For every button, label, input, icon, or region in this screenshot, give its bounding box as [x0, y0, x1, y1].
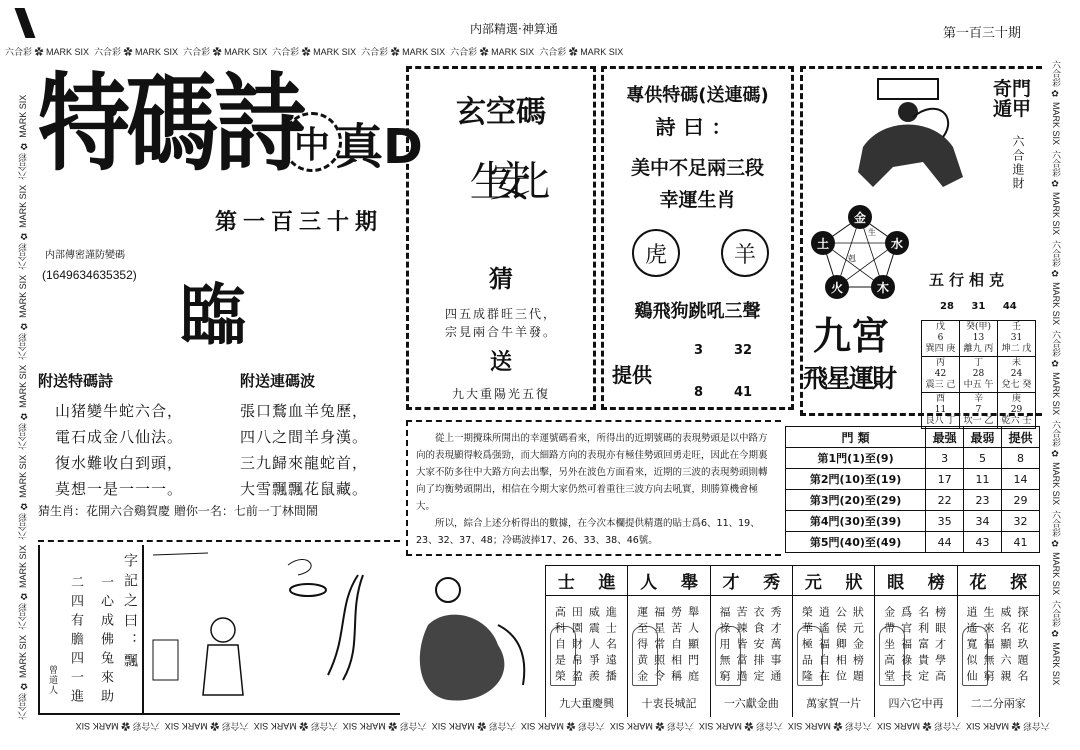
wuxing-diagram	[815, 207, 905, 297]
xuankong-glyph: 生 安 比	[469, 157, 533, 206]
column-footer: 四六它中再	[888, 697, 944, 710]
secret-code: (1649634635352)	[42, 268, 137, 282]
poem1-title: 附送特碼詩	[38, 372, 114, 390]
zodiac-goat: 羊	[721, 229, 769, 277]
cell-number: 7	[975, 405, 982, 415]
door-value: 41	[1002, 532, 1040, 553]
table-row	[786, 532, 1040, 553]
special-title: 專供特碼(送連碼)	[626, 85, 769, 106]
xuankong-send-text: 九大重陽光五復	[451, 387, 550, 401]
header-rule	[15, 8, 36, 38]
title-seal: 中	[282, 112, 342, 172]
grid-cell	[922, 321, 960, 357]
col-header: 門 類	[786, 427, 926, 448]
guess-line: 猜生肖：花開六合鷄賀慶 贈你一名：七前一丁林間鬧	[38, 504, 318, 518]
top-strip: 六合彩 ✿ MARK SIX 六合彩 ✿ MARK SIX 六合彩 ✿ MARK SIX 六合彩 ✿ MARK SIX 六合彩 ✿ MARK SIX 六合彩 ✿ MARK SIX 六合彩 ✿ MARK SIX	[5, 47, 624, 57]
jiugong-title: 九宮	[813, 314, 890, 358]
cell-number: 28	[972, 369, 985, 379]
cell-palace: 巽四 庚	[925, 344, 956, 354]
cell-number: 24	[1010, 369, 1023, 379]
cell-palace: 坎一 乙	[963, 416, 994, 426]
head-char: 眼	[887, 573, 905, 593]
poem1: 山猪變牛蛇六合， 電石成金八仙法。 復水難收白到頭， 莫想一是一一一。	[55, 402, 184, 498]
cell-stem: 丙	[935, 358, 945, 368]
door-value: 34	[964, 511, 1002, 532]
column-head	[958, 566, 1039, 596]
main-title: 特碼詩	[38, 62, 303, 186]
head-char: 進	[598, 573, 616, 593]
head-char: 榜	[927, 573, 945, 593]
cell-number: 13	[972, 333, 985, 343]
column-poem: 進士名遠播 威震人爭羨 田園財帛盈 高科自是榮	[553, 606, 618, 686]
element-earth: 土	[811, 231, 835, 255]
column-footer: 二二分兩家	[970, 697, 1026, 710]
door-value: 32	[1002, 511, 1040, 532]
cell-number: 29	[1010, 405, 1023, 415]
scholar-column	[958, 566, 1040, 717]
wuxing-numbers: 28 31 44	[940, 301, 1017, 312]
cell-number: 11	[934, 405, 947, 415]
big-char: 臨	[180, 277, 246, 354]
cell-stem: 未	[1011, 358, 1021, 368]
element-water: 水	[885, 231, 909, 255]
column-footer: 九大重慶興	[559, 697, 615, 710]
grid-cell	[998, 393, 1036, 429]
door-label: 第5門(40)至(49)	[786, 532, 926, 553]
analysis-p1: 從上一期攪珠所開出的幸運號碼看來，所得出的近期號碼的表現勢頭是以中路方向的表現顯得較爲强勁，而大細路方向的表現亦有極佳勢頭回勇走旺，因此在今期裏大家不防多往中大路方向去出擊，另外在波色方面看來，近期的三波的表現勢頭則轉向了均衡勢頭開出，相信在今期大家仍然可着重往三波方向去吼實，則勝算機會極大。	[416, 433, 768, 512]
element-fire: 火	[825, 275, 849, 299]
door-value: 22	[926, 490, 964, 511]
label-sheng: 生	[868, 228, 876, 237]
cell-palace: 兌七 癸	[1001, 380, 1032, 390]
door-value: 5	[964, 448, 1002, 469]
column-footer: 十衷長城記	[641, 697, 697, 710]
riddle-divider	[142, 545, 144, 715]
cell-number: 42	[934, 369, 947, 379]
head-char: 狀	[845, 573, 863, 593]
qimen-title: 奇門 遁甲	[993, 78, 1032, 120]
head-char: 秀	[763, 573, 781, 593]
door-value: 3	[926, 448, 964, 469]
scholar-column	[875, 566, 957, 717]
poem2-title: 附送連碼波	[240, 372, 316, 390]
element-wood: 木	[871, 275, 895, 299]
xuankong-title: 玄空碼	[456, 95, 546, 130]
xuankong-guess: 猜	[489, 265, 513, 293]
table-row	[786, 511, 1040, 532]
divider	[38, 540, 400, 542]
scholar-column	[546, 566, 628, 717]
special-num: 32	[734, 343, 753, 358]
grid-row	[922, 321, 1036, 357]
head-char: 才	[722, 573, 740, 593]
special-num: 8	[694, 385, 704, 400]
door-value: 14	[1002, 469, 1040, 490]
door-value: 23	[964, 490, 1002, 511]
element-metal: 金	[848, 205, 872, 229]
riddle-illustration	[148, 545, 398, 713]
special-box	[601, 66, 794, 410]
cell-stem: 辛	[973, 394, 983, 404]
cell-stem: 酉	[935, 394, 945, 404]
qimen-side: 六合進財	[1011, 135, 1025, 191]
wuxing-title: 五行相克	[929, 271, 1010, 289]
column-poem: 舉人顯門庭 勞苦自相稱 福星常照令 運至得黄金	[635, 606, 700, 686]
cell-stem: 丁	[973, 358, 983, 368]
special-line2: 幸運生肖	[659, 189, 736, 211]
left-strip: 六合彩 ✿ MARK SIX 六合彩 ✿ MARK SIX 六合彩 ✿ MARK SIX 六合彩 ✿ MARK SIX 六合彩 ✿ MARK SIX 六合彩 ✿ MARK SIX 六合彩 ✿ MARK SIX	[18, 94, 28, 720]
col-header: 最强	[926, 427, 964, 448]
head-char: 元	[804, 573, 822, 593]
head-char: 士	[557, 573, 575, 593]
grid-cell	[998, 321, 1036, 357]
cell-palace: 艮八 丁	[925, 416, 956, 426]
column-head	[875, 566, 956, 596]
zodiac-tiger: 虎	[632, 229, 680, 277]
special-line1: 美中不足兩三段	[630, 157, 764, 179]
cell-number: 6	[937, 333, 944, 343]
cell-number: 31	[1010, 333, 1023, 343]
scholar-column	[793, 566, 875, 717]
col-header: 最弱	[964, 427, 1002, 448]
qimen-box	[800, 66, 1042, 426]
cell-palace: 乾六 壬	[1001, 416, 1032, 426]
cell-stem: 庚	[1011, 394, 1021, 404]
scholar-column	[628, 566, 710, 717]
door-label: 第2門(10)至(19)	[786, 469, 926, 490]
horseman-illustration	[843, 77, 983, 197]
cell-palace: 中五 午	[963, 380, 994, 390]
head-char: 人	[640, 573, 658, 593]
column-footer: 一六獻金曲	[723, 697, 779, 710]
grid-row	[922, 393, 1036, 429]
grid-cell	[960, 357, 998, 393]
grid-cell	[998, 357, 1036, 393]
column-head	[711, 566, 792, 596]
scholar-columns	[545, 565, 1040, 717]
table-row	[786, 469, 1040, 490]
riddle-sign: 曾道人	[47, 665, 57, 695]
cell-palace: 坤二 戊	[1001, 344, 1032, 354]
door-value: 29	[1002, 490, 1040, 511]
column-footer: 萬家賀一片	[806, 697, 862, 710]
table-row	[786, 448, 1040, 469]
door-value: 8	[1002, 448, 1040, 469]
door-value: 44	[926, 532, 964, 553]
column-poem: 秀才萬事通 衣食安排定 苦辣皆當過 福祿用無窮	[717, 606, 782, 686]
column-poem: 探花玖題名 威名顯六親 生來福無窮 逍遙寬似仙	[964, 606, 1029, 686]
grid-cell	[960, 393, 998, 429]
special-num: 3	[694, 343, 704, 358]
cell-stem: 壬	[1011, 322, 1021, 332]
column-head	[546, 566, 627, 596]
door-value: 35	[926, 511, 964, 532]
jiugong-grid	[921, 320, 1036, 429]
analysis-p2: 所以，綜合上述分析得出的數據，在今次本欄提供精選的貼士爲6、11、19、23、32、37、48；冷碼波捧17、26、33、38、46號。	[416, 518, 760, 546]
door-label: 第1門(1)至(9)	[786, 448, 926, 469]
head-char: 舉	[680, 573, 698, 593]
riddle-line2: 二四有膽四一進	[68, 575, 83, 708]
analysis-box	[406, 420, 781, 556]
grid-cell	[960, 321, 998, 357]
special-line3: 鷄飛狗跳吼三聲	[634, 301, 761, 322]
feixing-title: 飛星運財	[803, 364, 896, 393]
door-value: 43	[964, 532, 1002, 553]
column-poem: 榜眼才學高 名利富貴定 爲官福祿長 金帶坐高堂	[882, 606, 947, 686]
right-strip: 六合彩 ✿ MARK SIX 六合彩 ✿ MARK SIX 六合彩 ✿ MARK SIX 六合彩 ✿ MARK SIX 六合彩 ✿ MARK SIX 六合彩 ✿ MARK SIX 六合彩 ✿ MARK SIX	[1051, 60, 1061, 686]
riddle-panel	[38, 545, 400, 715]
grid-cell	[922, 357, 960, 393]
head-char: 探	[1010, 573, 1028, 593]
left-issue: 第一百三十期	[215, 209, 384, 235]
riddle-title: 字記之曰：飄	[122, 553, 138, 673]
bottom-strip: 六合彩 ✿ MARK SIX 六合彩 ✿ MARK SIX 六合彩 ✿ MARK SIX 六合彩 ✿ MARK SIX 六合彩 ✿ MARK SIX 六合彩 ✿ MARK SIX 六合彩 ✿ MARK SIX 六合彩 ✿ MARK SIX 六合彩 ✿ MARK SIX 六合彩 ✿ MARK SIX 六合彩 ✿ MARK SIX	[75, 721, 1050, 731]
xuankong-box	[406, 66, 596, 410]
column-head	[793, 566, 874, 596]
riddle-line1: 一心成佛兔來助	[98, 575, 113, 708]
header-issue: 第一百三十期	[943, 26, 1022, 41]
special-provide: 提供	[612, 363, 652, 387]
cell-palace: 離九 丙	[963, 344, 994, 354]
xuankong-poem: 四五成群旺三代， 宗見兩合牛羊發。	[444, 307, 557, 339]
column-head	[628, 566, 709, 596]
cell-palace: 震三 己	[925, 380, 956, 390]
special-num: 41	[734, 385, 753, 400]
column-poem: 狀元金榜題 公侯卿相位 逍遙福自在 榮華極品隆	[800, 606, 865, 686]
table-row	[786, 490, 1040, 511]
door-value: 11	[964, 469, 1002, 490]
grid-row	[922, 357, 1036, 393]
title-tail: 真D	[335, 119, 423, 175]
cell-stem: 戊	[935, 322, 945, 332]
poem2: 張口鶩血羊兔歷， 四八之間羊身漢。 三九歸來龍蛇首， 大雪飄飄花鼠藏。	[240, 402, 369, 498]
door-label: 第4門(30)至(39)	[786, 511, 926, 532]
immortal-illustration	[408, 565, 543, 715]
header-title: 内部精選·神算通	[470, 22, 558, 36]
xuankong-send: 送	[489, 350, 512, 375]
grid-cell	[922, 393, 960, 429]
label-ke: 剋	[848, 254, 856, 263]
head-char: 花	[969, 573, 987, 593]
special-poem-label: 詩曰：	[655, 115, 740, 139]
scholar-column	[711, 566, 793, 717]
doors-table	[785, 426, 1040, 553]
secret-label: 内部傳密謹防變碼	[45, 250, 125, 261]
door-value: 17	[926, 469, 964, 490]
col-header: 提供	[1002, 427, 1040, 448]
cell-stem: 癸(甲)	[965, 322, 992, 332]
door-label: 第3門(20)至(29)	[786, 490, 926, 511]
